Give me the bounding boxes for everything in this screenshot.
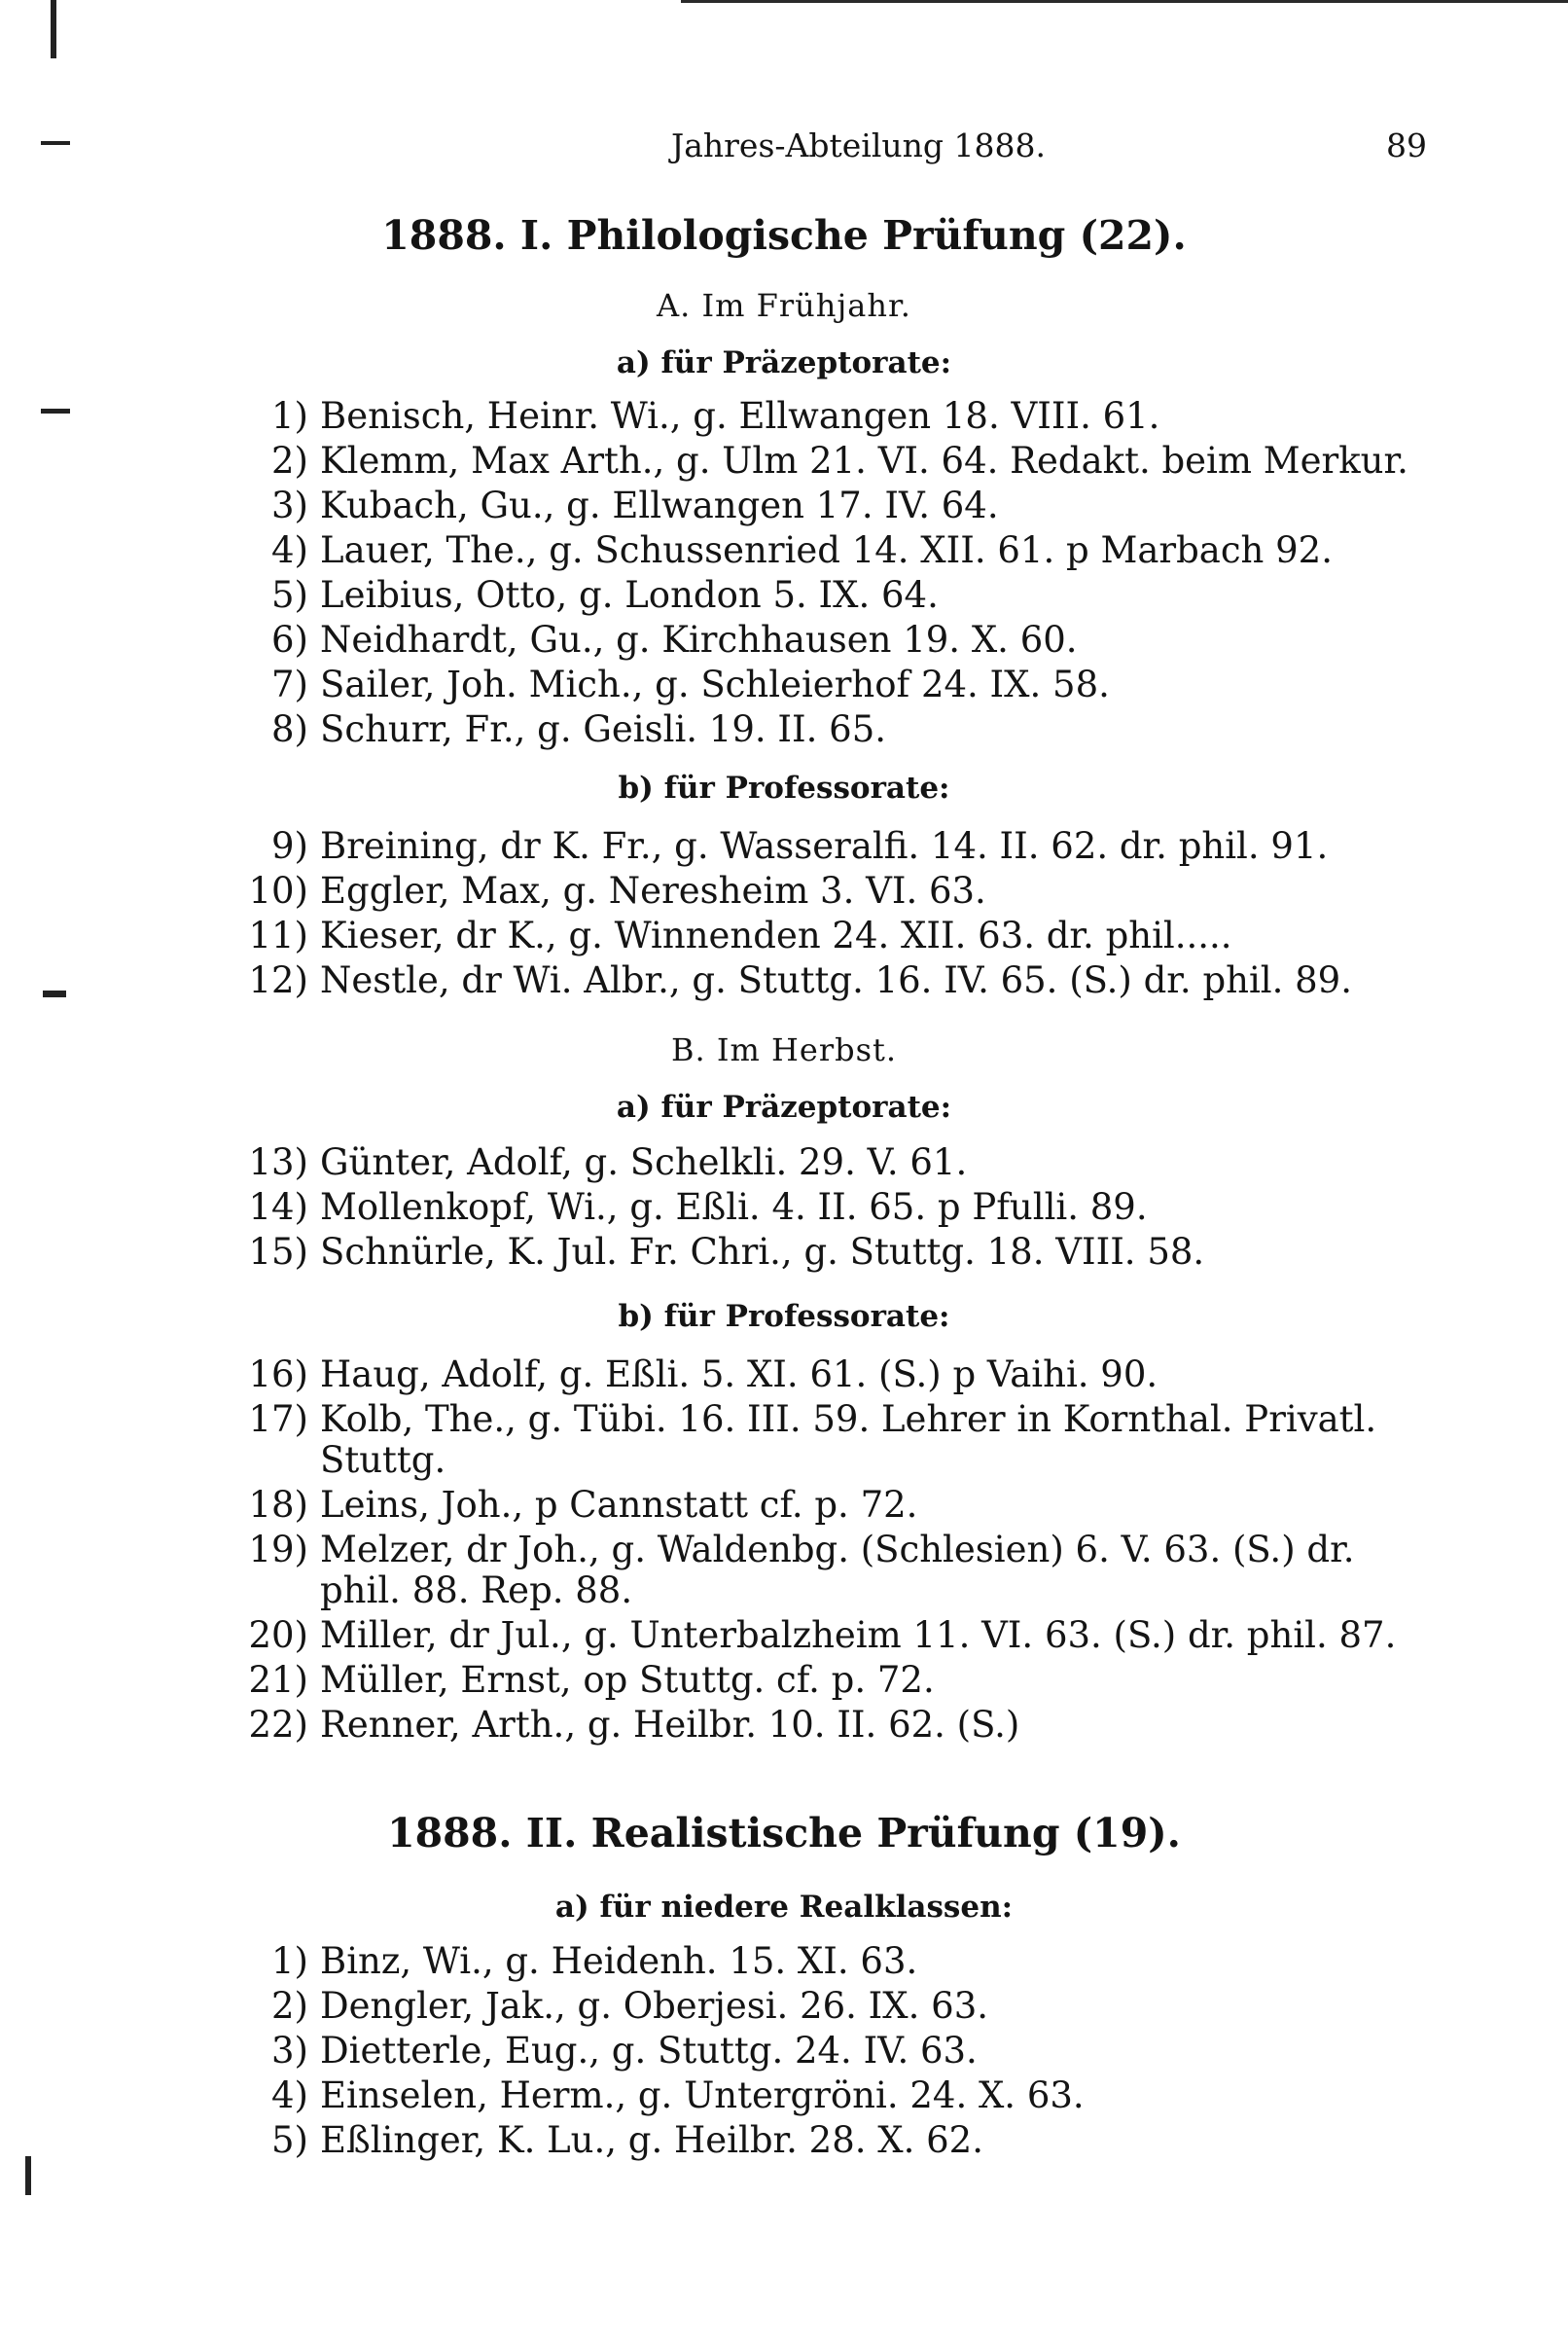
- group-heading: a) für niedere Realklassen:: [554, 1890, 1014, 1925]
- item-text: Dietterle, Eug., g. Stuttg. 24. IV. 63.: [320, 2030, 978, 2072]
- list-item: [219, 618, 1444, 662]
- list-item: [219, 2073, 1444, 2117]
- item-number: 16): [248, 1353, 308, 1395]
- item-text: Sailer, Joh. Mich., g. Schleierhof 24. IX. 58.: [320, 664, 1110, 705]
- item-text: Breining, dr K. Fr., g. Wasseralfi. 14. II. 62. dr. phil. 91.: [320, 825, 1329, 867]
- item-number: 8): [271, 708, 308, 750]
- item-text: Schurr, Fr., g. Geisli. 19. II. 65.: [320, 708, 887, 750]
- item-text: Schnürle, K. Jul. Fr. Chri., g. Stuttg. 18. VIII. 58.: [320, 1231, 1205, 1273]
- item-text: Benisch, Heinr. Wi., g. Ellwangen 18. VIII. 61.: [320, 395, 1160, 437]
- item-text: Melzer, dr Joh., g. Waldenbg. (Schlesien) 6. V. 63. (S.) dr.: [320, 1529, 1355, 1570]
- list-item: [219, 1613, 1444, 1657]
- item-text: Haug, Adolf, g. Eßli. 5. XI. 61. (S.) p Vaihi. 90.: [320, 1353, 1158, 1395]
- list-item: [219, 2118, 1444, 2162]
- item-text: Binz, Wi., g. Heidenh. 15. XI. 63.: [320, 1940, 918, 1982]
- item-text: Renner, Arth., g. Heilbr. 10. II. 62. (S.): [320, 1704, 1020, 1746]
- item-text: Klemm, Max Arth., g. Ulm 21. VI. 64. Redakt. beim Merkur.: [320, 440, 1408, 482]
- item-continuation: phil. 88. Rep. 88.: [320, 1569, 633, 1611]
- item-number: 14): [248, 1186, 308, 1228]
- item-number: 19): [248, 1529, 308, 1570]
- list-item: [219, 1939, 1444, 1983]
- item-number: 3): [271, 485, 308, 526]
- item-text: Eggler, Max, g. Neresheim 3. VI. 63.: [320, 870, 986, 912]
- page-number: 89: [1386, 126, 1427, 164]
- list-item: [219, 2029, 1444, 2073]
- item-number: 4): [271, 2074, 308, 2116]
- item-text: Kieser, dr K., g. Winnenden 24. XII. 63. dr. phil.....: [320, 915, 1232, 956]
- item-text: Günter, Adolf, g. Schelkli. 29. V. 61.: [320, 1141, 968, 1183]
- group-heading: b) für Professorate:: [618, 771, 950, 806]
- edge-mark: [43, 991, 66, 997]
- item-text: Kolb, The., g. Tübi. 16. III. 59. Lehrer in Kornthal. Privatl.: [320, 1398, 1377, 1440]
- item-text: Müller, Ernst, op Stuttg. cf. p. 72.: [320, 1659, 935, 1701]
- subsection-heading: A. Im Frühjahr.: [657, 287, 911, 324]
- list-item: [219, 1658, 1444, 1702]
- section-title: 1888. II. Realistische Prüfung (19).: [387, 1810, 1181, 1856]
- list-item: [219, 707, 1444, 751]
- item-continuation: Stuttg.: [320, 1439, 446, 1481]
- item-number: 22): [248, 1704, 308, 1746]
- list-item: [219, 439, 1444, 483]
- item-number: 13): [248, 1141, 308, 1183]
- item-number: 3): [271, 2030, 308, 2072]
- list-item: [219, 1984, 1444, 2028]
- list-item: [219, 1397, 1444, 1441]
- page-header: [0, 126, 1568, 175]
- item-text: Kubach, Gu., g. Ellwangen 17. IV. 64.: [320, 485, 999, 526]
- item-text: Miller, dr Jul., g. Unterbalzheim 11. VI. 63. (S.) dr. phil. 87.: [320, 1614, 1397, 1656]
- list-item: [219, 914, 1444, 957]
- item-text: Lauer, The., g. Schussenried 14. XII. 61. p Marbach 92.: [320, 529, 1333, 571]
- group-heading: a) für Präzeptorate:: [616, 1090, 952, 1125]
- item-text: Eßlinger, K. Lu., g. Heilbr. 28. X. 62.: [320, 2119, 983, 2161]
- item-number: 5): [271, 2119, 308, 2161]
- list-item: [219, 958, 1444, 1002]
- list-item: [219, 869, 1444, 913]
- item-number: 9): [271, 825, 308, 867]
- item-text: Nestle, dr Wi. Albr., g. Stuttg. 16. IV. 65. (S.) dr. phil. 89.: [320, 959, 1352, 1001]
- item-text: Dengler, Jak., g. Oberjesi. 26. IX. 63.: [320, 1985, 988, 2027]
- item-number: 2): [271, 1985, 308, 2027]
- item-number: 1): [271, 395, 308, 437]
- section-title: 1888. I. Philologische Prüfung (22).: [381, 212, 1187, 259]
- item-number: 17): [248, 1398, 308, 1440]
- list-item: [219, 824, 1444, 868]
- list-item: [219, 1528, 1444, 1571]
- item-number: 1): [271, 1940, 308, 1982]
- list-item: [219, 1230, 1444, 1274]
- item-number: 15): [248, 1231, 308, 1273]
- list-item: [219, 1483, 1444, 1527]
- item-number: 4): [271, 529, 308, 571]
- top-rule: [681, 0, 1568, 3]
- item-number: 18): [248, 1484, 308, 1526]
- subsection-heading: B. Im Herbst.: [670, 1031, 898, 1068]
- item-number: 2): [271, 440, 308, 482]
- item-text: Leins, Joh., p Cannstatt cf. p. 72.: [320, 1484, 918, 1526]
- item-text: Leibius, Otto, g. London 5. IX. 64.: [320, 574, 939, 616]
- running-title: Jahres-Abteilung 1888.: [671, 126, 1046, 164]
- item-number: 7): [271, 664, 308, 705]
- list-item: [219, 1140, 1444, 1184]
- item-number: 21): [248, 1659, 308, 1701]
- edge-mark: [51, 0, 56, 58]
- item-text: Neidhardt, Gu., g. Kirchhausen 19. X. 60.: [320, 619, 1078, 661]
- list-item: [219, 1185, 1444, 1229]
- item-number: 20): [248, 1614, 308, 1656]
- list-item: [219, 1703, 1444, 1747]
- list-item: [219, 394, 1444, 438]
- item-number: 6): [271, 619, 308, 661]
- item-number: 10): [248, 870, 308, 912]
- item-number: 5): [271, 574, 308, 616]
- edge-mark: [41, 409, 70, 414]
- list-item: [219, 1352, 1444, 1396]
- group-heading: a) für Präzeptorate:: [616, 345, 952, 380]
- list-item: [219, 663, 1444, 706]
- list-item: [219, 573, 1444, 617]
- item-number: 12): [248, 959, 308, 1001]
- list-item: [219, 484, 1444, 527]
- item-number: 11): [248, 915, 308, 956]
- group-heading: b) für Professorate:: [618, 1299, 950, 1334]
- edge-mark: [25, 2156, 31, 2195]
- list-item: [219, 528, 1444, 572]
- item-text: Mollenkopf, Wi., g. Eßli. 4. II. 65. p Pfulli. 89.: [320, 1186, 1148, 1228]
- item-text: Einselen, Herm., g. Untergröni. 24. X. 63.: [320, 2074, 1085, 2116]
